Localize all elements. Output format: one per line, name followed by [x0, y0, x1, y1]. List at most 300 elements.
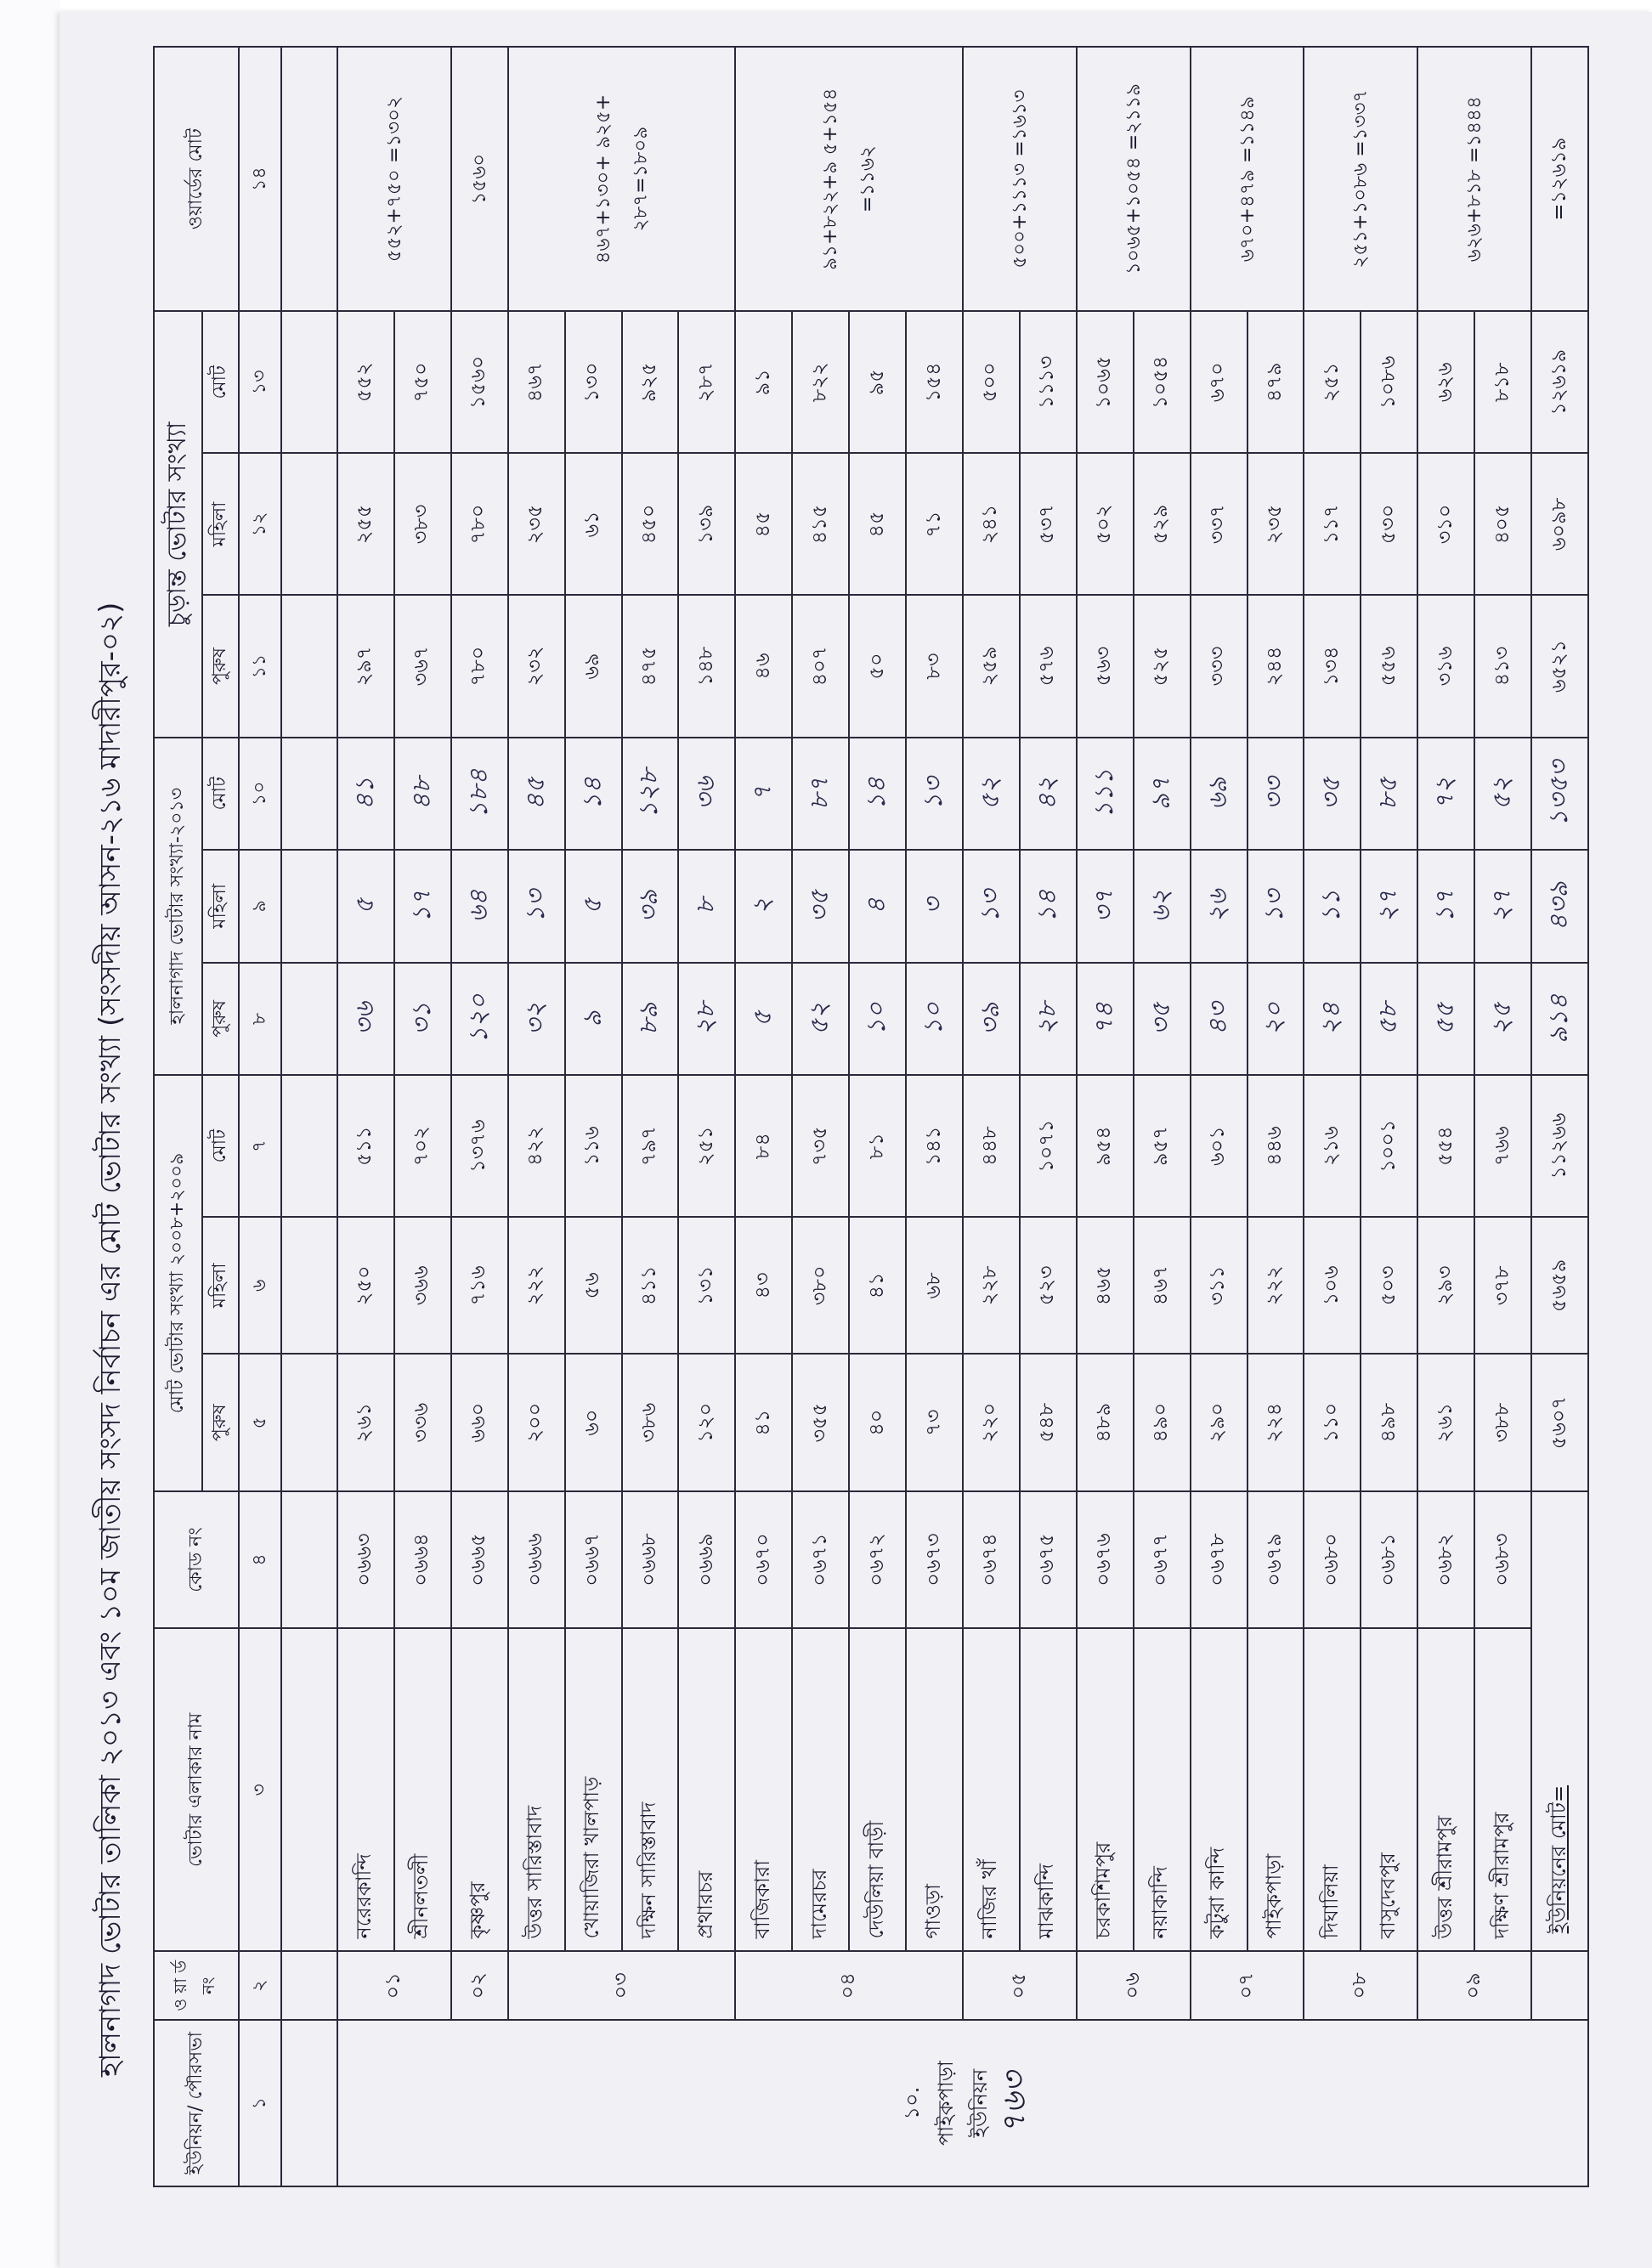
update-female: ১৩ — [963, 850, 1020, 963]
column-number: ১০ — [239, 738, 281, 851]
total-female: ২৯৩ — [1417, 1217, 1474, 1354]
totals-ward: =১২৬১৯ — [1531, 47, 1588, 311]
update-male: ৫ — [735, 963, 792, 1076]
final-male: ১৩৪ — [1304, 595, 1361, 737]
total-female: ৫৬ — [565, 1217, 622, 1354]
final-male: ৪০৭ — [792, 595, 849, 737]
final-male: ২৪৪ — [1247, 595, 1304, 737]
total-all: ৮৪ — [735, 1075, 792, 1217]
total-female: ৪৬৫ — [1077, 1217, 1134, 1354]
update-total: ৮৭ — [792, 738, 849, 851]
final-female: ৪১৫ — [792, 453, 849, 595]
table-row — [1417, 47, 1474, 2186]
update-female: ৩৫ — [792, 850, 849, 963]
table-row — [1361, 47, 1417, 2186]
column-number: ১৪ — [239, 47, 281, 311]
total-male: ৭৩ — [906, 1355, 963, 1491]
final-male: ৪৭৫ — [622, 595, 679, 737]
total-male: ৬৬০ — [451, 1355, 508, 1491]
final-female: ২৩৫ — [508, 453, 565, 595]
area-name: বাসুদেবপুর — [1361, 1628, 1417, 1951]
header-total: মোট — [202, 311, 239, 453]
update-male: ৩৬ — [337, 963, 394, 1076]
update-male: ১০ — [906, 963, 963, 1076]
update-total: ৪৮ — [394, 738, 451, 851]
total-male: ২৬১ — [337, 1355, 394, 1491]
totals-value: ১১২৬৬ — [1531, 1075, 1588, 1217]
rotated-page — [59, 12, 1640, 2221]
final-total: ১৫৬০ — [451, 311, 508, 453]
column-number: ১ — [239, 2020, 281, 2186]
total-all: ৭০২ — [394, 1075, 451, 1217]
final-female: ২৪১ — [963, 453, 1020, 595]
empty-cell — [281, 1217, 337, 1354]
total-female: ১৩১ — [678, 1217, 735, 1354]
area-code: ০৬৭০ — [735, 1491, 792, 1628]
update-total: ১২৮ — [622, 738, 679, 851]
final-total: ৫৫২ — [337, 311, 394, 453]
final-female: ৪০৫ — [1474, 453, 1531, 595]
update-female: ৫ — [565, 850, 622, 963]
total-male: ২৬১ — [1417, 1355, 1474, 1491]
column-number-row — [239, 47, 281, 2186]
ward-total: ২৫১+১০৮৬ =১৩৩৭ — [1304, 47, 1417, 311]
final-female: ৪৫ — [849, 453, 906, 595]
total-female: ৪৬৭ — [1134, 1217, 1191, 1354]
area-code: ০৬৭৮ — [1191, 1491, 1247, 1628]
column-number: ২ — [239, 1951, 281, 2020]
total-all: ৭৩৫ — [792, 1075, 849, 1217]
update-male: ৩১ — [394, 963, 451, 1076]
total-all: ১৩৭৬ — [451, 1075, 508, 1217]
area-name: চরকাশিমপুর — [1077, 1628, 1134, 1951]
update-total: ১৮৪ — [451, 738, 508, 851]
final-total: ১৩০ — [565, 311, 622, 453]
final-male: ৫৭৬ — [1020, 595, 1077, 737]
update-male: ২৫ — [1474, 963, 1531, 1076]
total-all: ৭৬৬ — [1474, 1075, 1531, 1217]
total-female: ৩৭৮ — [1474, 1217, 1531, 1354]
update-total: ৩৬ — [678, 738, 735, 851]
final-total: ৮১৮ — [1474, 311, 1531, 453]
update-female: ৩ — [906, 850, 963, 963]
ward-number: ০৫ — [963, 1951, 1077, 2020]
update-male: ৪৩ — [1191, 963, 1247, 1076]
totals-final: ৬৫২১ — [1531, 595, 1588, 737]
total-all: ৯৫৪ — [1077, 1075, 1134, 1217]
final-male: ৩১৬ — [1417, 595, 1474, 737]
ward-number: ০৩ — [508, 1951, 736, 2020]
final-female: ৫৩৭ — [1020, 453, 1077, 595]
union-cell — [337, 2020, 1588, 2186]
update-male: ৯ — [565, 963, 622, 1076]
total-all: ৪৪৬ — [1247, 1075, 1304, 1217]
update-female: ২ — [735, 850, 792, 963]
total-male: ৪৯৮ — [1361, 1355, 1417, 1491]
area-code: ০৬৬৭ — [565, 1491, 622, 1628]
update-total: ৫২ — [1474, 738, 1531, 851]
area-name: দেউলিয়া বাড়ী — [849, 1628, 906, 1951]
update-total: ৯৭ — [1134, 738, 1191, 851]
totals-update: ১৩৫৩ — [1531, 738, 1588, 851]
area-name: দক্ষিন সারিস্তাবাদ — [622, 1628, 679, 1951]
update-female: ১৭ — [1417, 850, 1474, 963]
area-name: নয়াকান্দি — [1134, 1628, 1191, 1951]
ward-number: ০২ — [451, 1951, 508, 2020]
ward-total: ৯১+৮২২+৯ ৫+১৫৪ =১১৬২ — [735, 47, 963, 311]
union-signature: ৭৬৩ — [995, 2071, 1032, 2135]
update-female: ২৬ — [1191, 850, 1247, 963]
header-female: মহিলা — [202, 850, 239, 963]
final-male: ৭৮০ — [451, 595, 508, 737]
area-code: ০৬৭৫ — [1020, 1491, 1077, 1628]
empty-cell — [281, 850, 337, 963]
update-total: ৭ — [735, 738, 792, 851]
final-male: ৪৬ — [735, 595, 792, 737]
empty-cell — [281, 1355, 337, 1491]
header-ward-total: ওয়ার্ডের মোট — [154, 47, 239, 311]
total-male: ৪১ — [735, 1355, 792, 1491]
empty-cell — [281, 1951, 337, 2020]
table-row — [792, 47, 849, 2186]
final-male: ৫০ — [849, 595, 906, 737]
final-female: ২৫৫ — [337, 453, 394, 595]
totals-value: ৫৬০৭ — [1531, 1355, 1588, 1491]
final-total: ৭৫০ — [394, 311, 451, 453]
table-row — [735, 47, 792, 2186]
update-male: ২৮ — [1020, 963, 1077, 1076]
empty-cell — [1531, 1951, 1588, 2020]
total-female: ৪৩ — [735, 1217, 792, 1354]
ward-total: ১০৬৫+১০৫৪ =২১১৯ — [1077, 47, 1191, 311]
area-name: উত্তর শ্রীরামপুর — [1417, 1628, 1474, 1951]
table-row — [451, 47, 508, 2186]
table-row — [1247, 47, 1304, 2186]
final-female: ৩১০ — [1417, 453, 1474, 595]
area-name: পাইকপাড়া — [1247, 1628, 1304, 1951]
spacer-row — [281, 47, 337, 2186]
final-total: ২৫১ — [1304, 311, 1361, 453]
table-row — [394, 47, 451, 2186]
header-female: মহিলা — [202, 1217, 239, 1354]
update-total: ৪৫ — [508, 738, 565, 851]
update-female: ১১ — [1304, 850, 1361, 963]
area-code: ০৬৬৪ — [394, 1491, 451, 1628]
final-total: ১৫৪ — [906, 311, 963, 453]
column-number: ৯ — [239, 850, 281, 963]
total-all: ৪৪৮ — [963, 1075, 1020, 1217]
final-total: ৪৭৯ — [1247, 311, 1304, 453]
table-row — [1077, 47, 1134, 2186]
final-total: ৫০০ — [963, 311, 1020, 453]
final-male: ৮৩ — [906, 595, 963, 737]
area-name: নাজির খাঁ — [963, 1628, 1020, 1951]
final-female: ৪৫০ — [622, 453, 679, 595]
area-name: কৃষ্ণপুর — [451, 1628, 508, 1951]
update-female: ১৭ — [394, 850, 451, 963]
header-area: ভোটার এলাকার নাম — [154, 1628, 239, 1951]
area-code: ০৬৭১ — [792, 1491, 849, 1628]
final-total: ৮২২ — [792, 311, 849, 453]
update-female: ৪ — [849, 850, 906, 963]
final-female: ৩৮৩ — [394, 453, 451, 595]
final-female: ৩৩৭ — [1191, 453, 1247, 595]
total-male: ২০০ — [508, 1355, 565, 1491]
total-all: ৯৫৭ — [1134, 1075, 1191, 1217]
total-male: ২৯০ — [1191, 1355, 1247, 1491]
header-female: মহিলা — [202, 453, 239, 595]
update-total: ৭২ — [1417, 738, 1474, 851]
total-all: ৫১১ — [337, 1075, 394, 1217]
total-all: ১৪১ — [906, 1075, 963, 1217]
total-male: ৩৮৬ — [622, 1355, 679, 1491]
voter-table — [153, 46, 1589, 2187]
total-male: ১২০ — [678, 1355, 735, 1491]
total-female: ৩৬৬ — [394, 1217, 451, 1354]
column-number: ৪ — [239, 1491, 281, 1628]
total-female: ২২৮ — [963, 1217, 1020, 1354]
header-final-group: চুড়ান্ত ভোটার সংখ্যা — [154, 311, 202, 737]
total-all: ৬০১ — [1191, 1075, 1247, 1217]
area-code: ০৬৮৩ — [1474, 1491, 1531, 1628]
area-code: ০৬৬৮ — [622, 1491, 679, 1628]
area-code: ০৬৮২ — [1417, 1491, 1474, 1628]
total-female: ৪১ — [849, 1217, 906, 1354]
final-male: ৬৯ — [565, 595, 622, 737]
final-female: ৫৩০ — [1361, 453, 1417, 595]
empty-cell — [281, 47, 337, 311]
update-female: ১৪ — [1020, 850, 1077, 963]
total-female: ৩৮০ — [792, 1217, 849, 1354]
update-total: ৪১ — [337, 738, 394, 851]
header-union: ইউনিয়ন/ পৌরসভা — [154, 2020, 239, 2186]
column-number: ৭ — [239, 1075, 281, 1217]
union-number: ১০. — [900, 2086, 924, 2120]
ward-total: ৬২৬+৮১৮ =১৪৪৪ — [1417, 47, 1531, 311]
total-all: ২১৬ — [1304, 1075, 1361, 1217]
total-male: ৩৫৫ — [792, 1355, 849, 1491]
ward-total: ১৫৬০ — [451, 47, 508, 311]
total-female: ৫০৩ — [1361, 1217, 1417, 1354]
area-code: ০৬৭৩ — [906, 1491, 963, 1628]
header-male: পুরুষ — [202, 595, 239, 737]
totals-update: ৯১৪ — [1531, 963, 1588, 1076]
empty-cell — [281, 963, 337, 1076]
table-row — [1134, 47, 1191, 2186]
totals-update: ৪৩৯ — [1531, 850, 1588, 963]
update-male: ২৪ — [1304, 963, 1361, 1076]
update-total: ৩৩ — [1247, 738, 1304, 851]
final-female: ৫২৯ — [1134, 453, 1191, 595]
total-male: ৩৩৬ — [394, 1355, 451, 1491]
final-total: ১১১৩ — [1020, 311, 1077, 453]
area-code: ০৬৭৬ — [1077, 1491, 1134, 1628]
area-code: ০৬৮১ — [1361, 1491, 1417, 1628]
area-name: কটুরা কান্দি — [1191, 1628, 1247, 1951]
total-male: ৪৯০ — [1134, 1355, 1191, 1491]
table-row — [565, 47, 622, 2186]
update-female: ২৭ — [1361, 850, 1417, 963]
total-male: ৩৮৮ — [1474, 1355, 1531, 1491]
area-code: ০৬৮০ — [1304, 1491, 1361, 1628]
update-male: ৫২ — [792, 963, 849, 1076]
header-ward: ও য়া র্ড নং — [154, 1951, 239, 2020]
area-code: ০৬৬৯ — [678, 1491, 735, 1628]
table-row — [337, 47, 394, 2186]
update-male: ৩২ — [508, 963, 565, 1076]
final-female: ১১৭ — [1304, 453, 1361, 595]
empty-cell — [281, 738, 337, 851]
ward-total: ৫৫২+৭৫০ =১৩০২ — [337, 47, 451, 311]
table-row — [1020, 47, 1077, 2186]
union-name: পাইকপাড়া ইউনিয়ন — [934, 2061, 992, 2146]
update-total: ৬৯ — [1191, 738, 1247, 851]
final-total: ৯১ — [735, 311, 792, 453]
empty-cell — [281, 1628, 337, 1951]
final-male: ৫৫৬ — [1361, 595, 1417, 737]
header-code: কোড নং — [154, 1491, 239, 1628]
totals-value: ৫৬৫৯ — [1531, 1217, 1588, 1354]
update-male: ৫৫ — [1417, 963, 1474, 1076]
total-all: ১১৬ — [565, 1075, 622, 1217]
empty-cell — [281, 1075, 337, 1217]
final-female: ৪৫ — [735, 453, 792, 595]
table-row — [849, 47, 906, 2186]
total-female: ৩১১ — [1191, 1217, 1247, 1354]
ward-number: ০৮ — [1304, 1951, 1417, 2020]
update-female: ১৩ — [1247, 850, 1304, 963]
area-name: খোয়াজিরা খালপাড় — [565, 1628, 622, 1951]
column-number: ৬ — [239, 1217, 281, 1354]
header-total-group: মোট ভোটার সংখ্যা ২০০৮+২০০৯ — [154, 1075, 202, 1491]
area-code: ০৬৭৯ — [1247, 1491, 1304, 1628]
area-name: দক্ষিণ শ্রীরামপুর — [1474, 1628, 1531, 1951]
total-all: ৫৫৪ — [1417, 1075, 1474, 1217]
update-female: ৬২ — [1134, 850, 1191, 963]
ward-number: ০৬ — [1077, 1951, 1191, 2020]
total-male: ৬০ — [565, 1355, 622, 1491]
total-male: ২২৪ — [1247, 1355, 1304, 1491]
column-number: ৮ — [239, 963, 281, 1076]
final-male: ১৪৮ — [678, 595, 735, 737]
header-male: পুরুষ — [202, 1355, 239, 1491]
total-all: ৮১ — [849, 1075, 906, 1217]
area-code: ০৬৭৪ — [963, 1491, 1020, 1628]
column-number: ১১ — [239, 595, 281, 737]
area-name: নরেরকান্দি — [337, 1628, 394, 1951]
totals-final: ৬০৯৮ — [1531, 453, 1588, 595]
column-number: ৩ — [239, 1628, 281, 1951]
update-total: ৮৫ — [1361, 738, 1417, 851]
update-female: ১৩ — [508, 850, 565, 963]
area-name: প্রথারচর — [678, 1628, 735, 1951]
update-total: ১১১ — [1077, 738, 1134, 851]
total-male: ২২০ — [963, 1355, 1020, 1491]
total-male: ৪৮৯ — [1077, 1355, 1134, 1491]
total-all: ১০৭১ — [1020, 1075, 1077, 1217]
page-title: হালনাগাদ ভোটার তালিকা ২০১৩ এবং ১০ম জাতীয় সংসদ নির্বাচন এর মোট ভোটার সংখ্যা (সংসদীয় আসন-২১৬ মাদারীপুর-০২) — [93, 602, 127, 2077]
header-update-group: হালনাগাদ ভোটার সংখ্যা-২০১৩ — [154, 738, 202, 1076]
total-female: ২২২ — [508, 1217, 565, 1354]
table-row — [1474, 47, 1531, 2186]
area-name: দামেরচর — [792, 1628, 849, 1951]
scan-margin — [0, 0, 59, 2268]
area-name: মাঝকান্দি — [1020, 1628, 1077, 1951]
final-total: ৯৫ — [849, 311, 906, 453]
total-female: ৫২৩ — [1020, 1217, 1077, 1354]
header-total: মোট — [202, 738, 239, 851]
final-total: ৪৬৭ — [508, 311, 565, 453]
update-male: ১২০ — [451, 963, 508, 1076]
final-male: ৩৩৩ — [1191, 595, 1247, 737]
final-male: ২৯৭ — [337, 595, 394, 737]
ward-number: ০৯ — [1417, 1951, 1531, 2020]
area-code: ০৬৬৬ — [508, 1491, 565, 1628]
header-total: মোট — [202, 1075, 239, 1217]
update-total: ৩৫ — [1304, 738, 1361, 851]
paper-sheet — [59, 12, 1652, 2268]
final-total: ১০৬৫ — [1077, 311, 1134, 453]
update-total: ৫২ — [963, 738, 1020, 851]
update-female: ৫ — [337, 850, 394, 963]
final-total: ৬৭০ — [1191, 311, 1247, 453]
total-female: ৭১৬ — [451, 1217, 508, 1354]
total-all: ১০০১ — [1361, 1075, 1417, 1217]
final-total: ৬২৬ — [1417, 311, 1474, 453]
empty-cell — [281, 1491, 337, 1628]
column-number: ৫ — [239, 1355, 281, 1491]
total-all: ২৫১ — [678, 1075, 735, 1217]
empty-cell — [281, 311, 337, 453]
area-code: ০৬৭২ — [849, 1491, 906, 1628]
final-female: ৭৮০ — [451, 453, 508, 595]
table-row — [1191, 47, 1247, 2186]
header-male: পুরুষ — [202, 963, 239, 1076]
area-name: গাওড়া — [906, 1628, 963, 1951]
update-total: ৪২ — [1020, 738, 1077, 851]
final-male: ৫৬৩ — [1077, 595, 1134, 737]
total-female: ২২২ — [1247, 1217, 1304, 1354]
update-female: ৩৯ — [622, 850, 679, 963]
empty-cell — [281, 595, 337, 737]
total-all: ৪২২ — [508, 1075, 565, 1217]
final-male: ৩৬৭ — [394, 595, 451, 737]
area-name: উত্তর সারিস্তাবাদ — [508, 1628, 565, 1951]
total-male: ৫৪৮ — [1020, 1355, 1077, 1491]
update-male: ১০ — [849, 963, 906, 1076]
table-row — [1304, 47, 1361, 2186]
update-total: ১৪ — [565, 738, 622, 851]
final-female: ২৩৫ — [1247, 453, 1304, 595]
final-total: ৯২৫ — [622, 311, 679, 453]
update-male: ৭৪ — [1077, 963, 1134, 1076]
total-female: ৪১১ — [622, 1217, 679, 1354]
table-body — [337, 47, 1588, 2186]
update-total: ১৪ — [849, 738, 906, 851]
total-female: ৬৮ — [906, 1217, 963, 1354]
final-male: ২৫৯ — [963, 595, 1020, 737]
ward-number: ০১ — [337, 1951, 451, 2020]
ward-number: ০৪ — [735, 1951, 963, 2020]
final-female: ৬১ — [565, 453, 622, 595]
final-total: ১০৮৬ — [1361, 311, 1417, 453]
update-total: ১৩ — [906, 738, 963, 851]
area-code: ০৬৭৭ — [1134, 1491, 1191, 1628]
table-row — [508, 47, 565, 2186]
totals-final: ১২৬১৯ — [1531, 311, 1588, 453]
total-female: ১০৬ — [1304, 1217, 1361, 1354]
update-female: ২৭ — [1474, 850, 1531, 963]
